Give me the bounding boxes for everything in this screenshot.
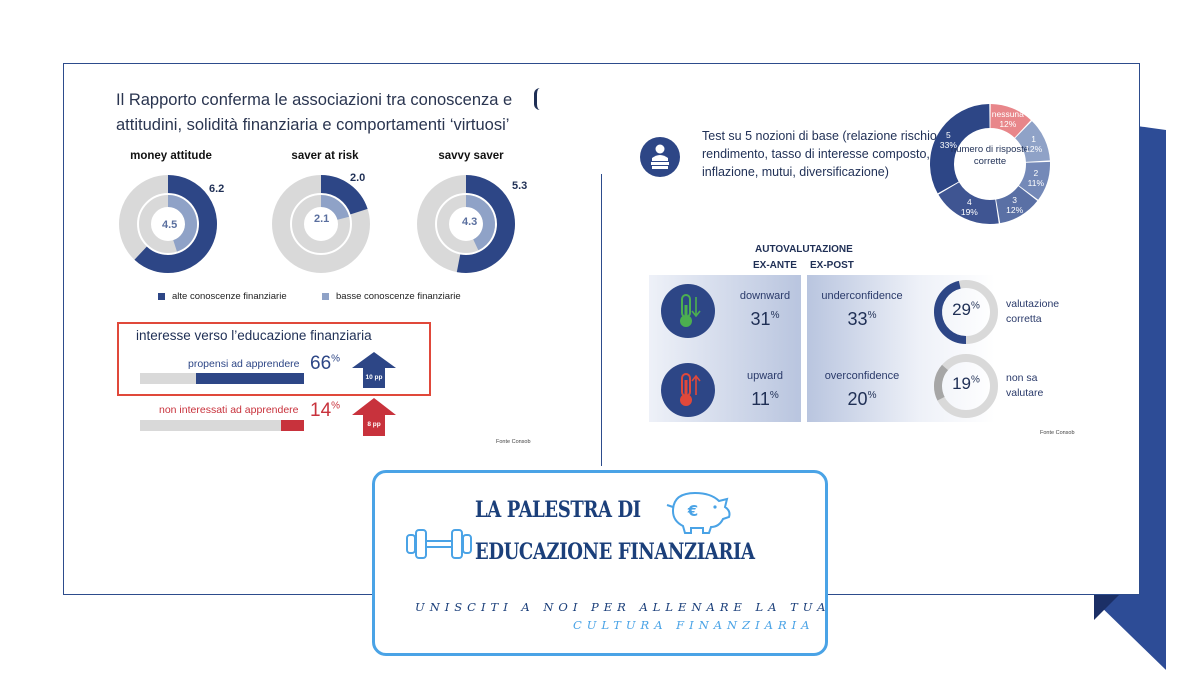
pie-label-value: 11%: [1027, 178, 1045, 189]
pie-label-category: nessuna: [991, 109, 1024, 120]
donut-title-savvy-saver: savvy saver: [438, 150, 504, 162]
test-description: Test su 5 nozioni di base (relazione rischio rendimento, tasso di interesse composto, inflazione, mutui, diversificazione): [702, 129, 937, 179]
donut-label-risk-high: 2.0: [350, 172, 366, 184]
valutazione-corretta-label: valutazione corretta: [1006, 298, 1060, 325]
downward-value: 31%: [750, 309, 780, 329]
legend-low: basse conoscenze finanziarie: [336, 291, 461, 302]
non-interessati-label: non interessati ad apprendere: [159, 404, 299, 416]
overconfidence-value: 20%: [847, 389, 877, 409]
dumbbell-icon: [405, 527, 475, 561]
non-sa-label: non sa valutare: [1006, 372, 1044, 399]
right-source: Fonte Consob: [1040, 430, 1075, 436]
overconfidence-label: overconfidence: [824, 370, 900, 382]
downward-label: downward: [739, 290, 791, 302]
valutazione-corretta-value: 29%: [952, 300, 980, 319]
propensi-bar: [196, 373, 304, 384]
pie-label-category: 2: [1033, 168, 1039, 179]
legend-swatch-high: [158, 293, 165, 300]
donut-label-risk-low: 2.1: [314, 213, 330, 225]
donut-title-money-attitude: money attitude: [130, 150, 212, 162]
thermometer-down-icon: [660, 283, 716, 339]
autovalutazione-header: AUTOVALUTAZIONE: [755, 244, 853, 255]
upward-label: upward: [746, 370, 784, 382]
up-arrow-red-icon: [352, 398, 396, 436]
slogan-line2: CULTURA FINANZIARIA: [573, 618, 815, 632]
left-title: Il Rapporto conferma le associazioni tra conoscenza e attitudini, solidità finanziaria e comportamenti ‘virtuosi’: [116, 91, 513, 134]
slogan-line1: UNISCITI A NOI PER ALLENARE LA TUA: [415, 600, 831, 614]
thermometer-up-icon: [660, 362, 716, 418]
pie-center-text: numero di risposte corrette: [950, 144, 1030, 167]
pie-label-category: 1: [1031, 134, 1037, 145]
propensi-pp: 10 pp: [365, 374, 383, 381]
non-interessati-pp: 8 pp: [367, 421, 381, 428]
propensi-label: propensi ad apprendere: [188, 358, 300, 370]
logo-line1: LA PALESTRA DI: [475, 497, 641, 523]
donut-label-money-low: 4.5: [162, 219, 178, 231]
divider: [601, 174, 602, 466]
underconfidence-value: 33%: [847, 309, 877, 329]
pie-label-value: 12%: [1006, 205, 1024, 216]
donut-label-savvy-low: 4.3: [462, 216, 478, 228]
legend-high: alte conoscenze finanziarie: [172, 291, 287, 302]
non-interessati-bar-track: [140, 420, 304, 431]
propensi-value: 66%: [310, 353, 341, 374]
donut-title-saver-at-risk: saver at risk: [291, 150, 359, 162]
ex-post-header: EX-POST: [810, 260, 854, 271]
interest-title: interesse verso l’educazione finanziaria: [136, 328, 372, 343]
pie-label-value: 33%: [939, 140, 957, 150]
non-interessati-bar: [281, 420, 304, 431]
pie-label: [995, 195, 1035, 215]
pie-label: [1016, 168, 1056, 188]
pie-label-category: 3: [1012, 195, 1018, 206]
up-arrow-icon: [352, 352, 396, 388]
donut-label-money-high: 6.2: [209, 183, 225, 195]
pie-label-category: 5: [946, 130, 951, 140]
left-source: Fonte Consob: [496, 439, 531, 445]
ex-ante-header: EX-ANTE: [753, 260, 797, 271]
pie-label: [988, 109, 1028, 129]
legend-swatch-low: [322, 293, 329, 300]
palestra-logo-box: [372, 470, 831, 656]
piggy-bank-icon: [665, 483, 735, 535]
svg-text:€: €: [687, 502, 699, 520]
non-interessati-value: 14%: [310, 400, 341, 421]
pie-label-value: 12%: [999, 119, 1017, 130]
student-icon: [639, 136, 681, 178]
pie-label: [928, 130, 968, 150]
upward-value: 11%: [751, 389, 779, 409]
underconfidence-label: underconfidence: [821, 290, 903, 302]
pie-label-category: 4: [966, 197, 972, 208]
non-sa-value: 19%: [952, 374, 980, 393]
pie-label-value: 19%: [960, 207, 978, 218]
pie-label: [949, 197, 989, 217]
pie-label-value: 12%: [1025, 144, 1043, 155]
donut-label-savvy-high: 5.3: [512, 180, 528, 192]
pie-label: [1014, 134, 1054, 154]
logo-line2: EDUCAZIONE FINANZIARIA: [475, 539, 755, 565]
